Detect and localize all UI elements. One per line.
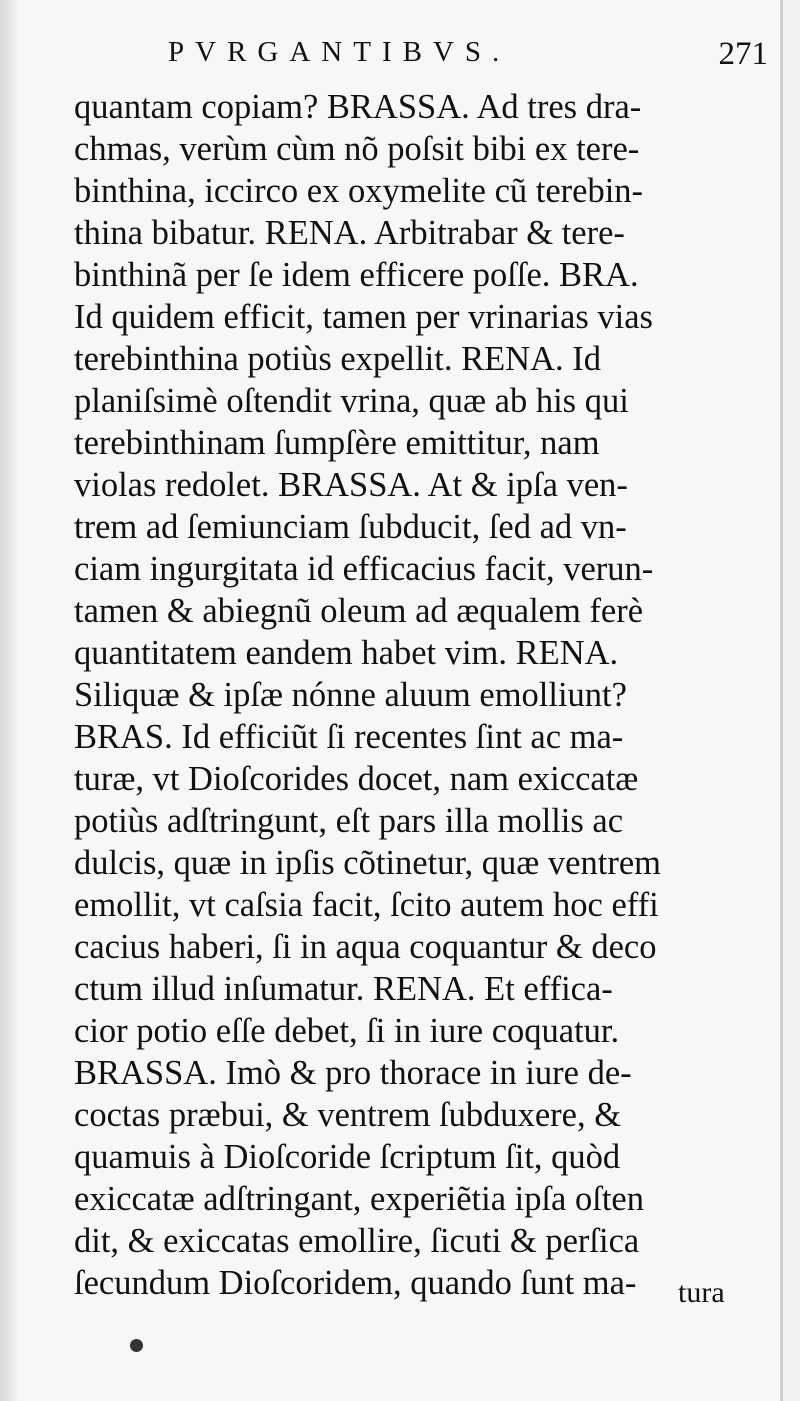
text-line: turæ, vt Dioſcorides docet, nam exiccatæ bbox=[74, 760, 639, 798]
text-line: cior potio eſſe debet, ſi in iure coquatur. bbox=[74, 1012, 620, 1050]
text-line: dulcis, quæ in ipſis cõtinetur, quæ ventrem bbox=[74, 844, 661, 882]
text-line: terebinthinam ſumpſère emittitur, nam bbox=[74, 424, 600, 462]
text-line: ciam ingurgitata id efficacius facit, verun- bbox=[74, 550, 654, 588]
catchword: tura bbox=[678, 1276, 725, 1309]
text-line: BRASSA. Imò & pro thorace in iure de- bbox=[74, 1054, 632, 1092]
text-line: planiſsimè oſtendit vrina, quæ ab his qui bbox=[74, 382, 629, 420]
text-line: ſecundum Dioſcoridem, quando ſunt ma- bbox=[74, 1264, 637, 1302]
text-line: quamuis à Dioſcoride ſcriptum ſit, quòd bbox=[74, 1138, 621, 1176]
text-line: emollit, vt caſsia facit, ſcito autem hoc effi bbox=[74, 886, 659, 924]
ink-spot-mark bbox=[130, 1339, 143, 1352]
text-line: terebinthina potiùs expellit. RENA. Id bbox=[74, 340, 601, 378]
book-page bbox=[18, 0, 783, 1401]
text-line: Id quidem efficit, tamen per vrinarias vias bbox=[74, 298, 653, 336]
gutter-shadow bbox=[0, 0, 18, 1401]
text-line: BRAS. Id efficiũt ſi recentes ſint ac ma- bbox=[74, 718, 624, 756]
text-line: ctum illud inſumatur. RENA. Et effica- bbox=[74, 970, 613, 1008]
running-head: PVRGANTIBVS. bbox=[168, 36, 511, 68]
text-line: trem ad ſemiunciam ſubducit, ſed ad vn- bbox=[74, 508, 627, 546]
text-line: quantitatem eandem habet vim. RENA. bbox=[74, 634, 619, 672]
text-line: binthinã per ſe idem efficere poſſe. BRA. bbox=[74, 256, 639, 294]
text-line: tamen & abiegnũ oleum ad æqualem ferè bbox=[74, 592, 644, 630]
text-line: quantam copiam? BRASSA. Ad tres dra- bbox=[74, 88, 642, 126]
text-line: chmas, verùm cùm nõ poſsit bibi ex tere- bbox=[74, 130, 640, 168]
text-line: Siliquæ & ipſæ nónne aluum emolliunt? bbox=[74, 676, 627, 714]
text-line: potiùs adſtringunt, eſt pars illa mollis ac bbox=[74, 802, 624, 840]
body-text bbox=[74, 86, 764, 1304]
text-line: binthina, iccirco ex oxymelite cũ terebin- bbox=[74, 172, 644, 210]
text-line: exiccatæ adſtringant, experiẽtia ipſa oſten bbox=[74, 1180, 644, 1218]
page-header bbox=[148, 36, 768, 76]
text-line: cacius haberi, ſi in aqua coquantur & deco bbox=[74, 928, 657, 966]
text-line: thina bibatur. RENA. Arbitrabar & tere- bbox=[74, 214, 625, 252]
text-line: violas redolet. BRASSA. At & ipſa ven- bbox=[74, 466, 628, 504]
page-number: 271 bbox=[718, 36, 768, 72]
text-line: coctas præbui, & ventrem ſubduxere, & bbox=[74, 1096, 622, 1134]
text-line: dit, & exiccatas emollire, ſicuti & perſica bbox=[74, 1222, 640, 1260]
